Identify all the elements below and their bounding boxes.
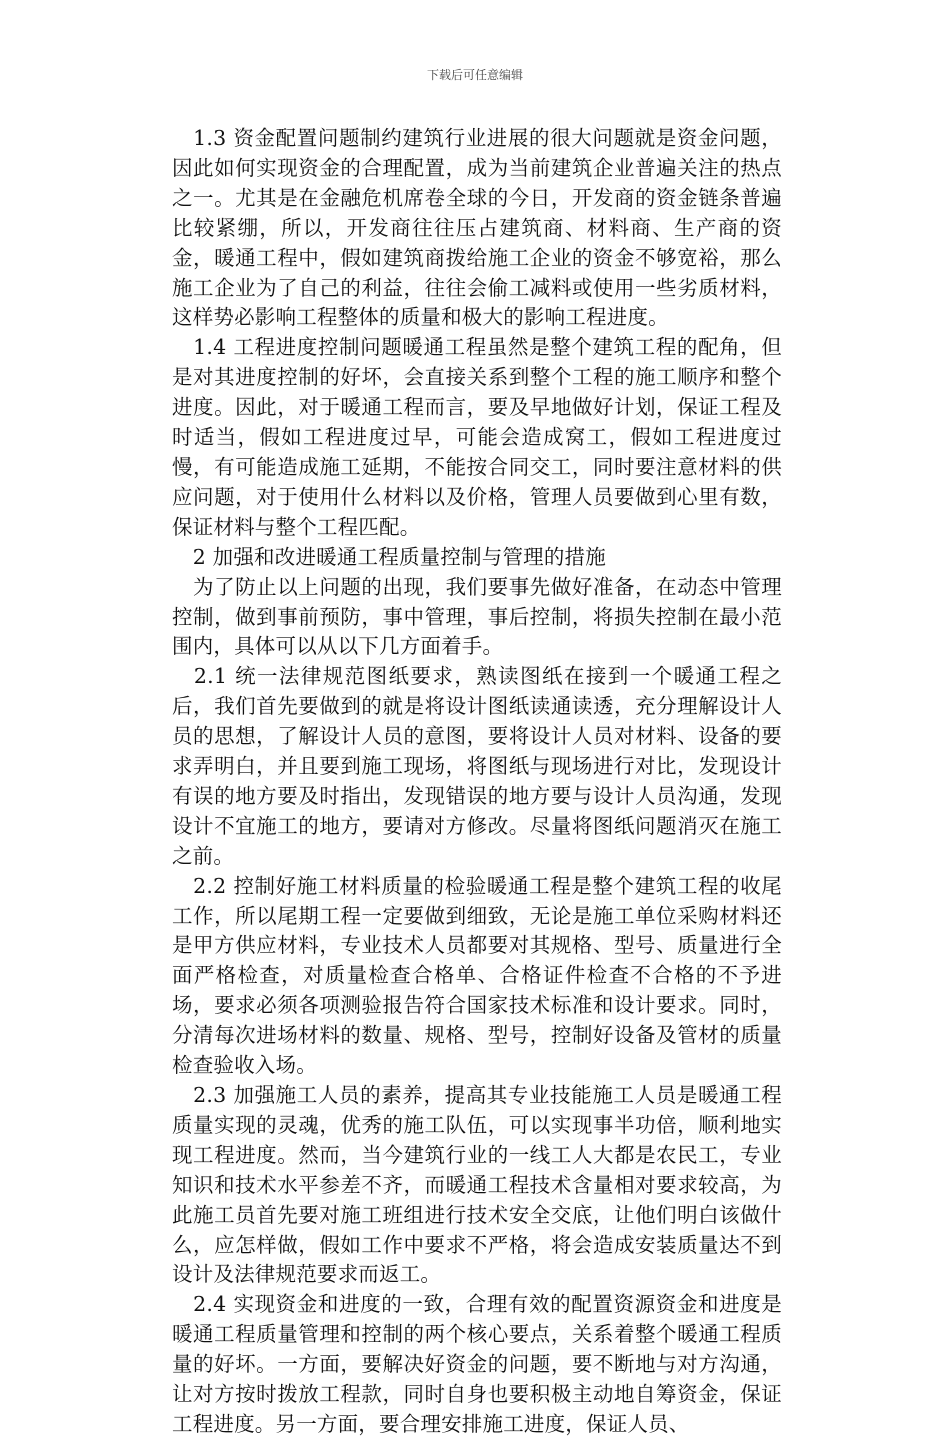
- paragraph-2-1-drawings: 2.1 统一法律规范图纸要求，熟读图纸在接到一个暖通工程之后，我们首先要做到的就是将设计图纸读通读透，充分理解设计人员的思想，了解设计人员的意图，要将设计人员对材料、设备的要求弄明白，并且要到施工现场，将图纸与现场进行对比，发现设计有误的地方要及时指出，发现错误的地方要与设计人员沟通，发现设计不宜施工的地方，要请对方修改。尽量将图纸问题消灭在施工之前。: [172, 664, 782, 868]
- paragraph-2-3-personnel: 2.3 加强施工人员的素养，提高其专业技能施工人员是暖通工程质量实现的灵魂，优秀的施工队伍，可以实现事半功倍，顺利地实现工程进度。然而，当今建筑行业的一线工人大都是农民工，专业知识和技术水平参差不齐，而暖通工程技术含量相对要求较高，为此施工员首先要对施工班组进行技术安全交底，让他们明白该做什么，应怎样做，假如工作中要求不严格，将会造成安装质量达不到设计及法律规范要求而返工。: [172, 1083, 782, 1287]
- paragraph-2-2-materials: 2.2 控制好施工材料质量的检验暖通工程是整个建筑工程的收尾工作，所以尾期工程一定要做到细致，无论是施工单位采购材料还是甲方供应材料，专业技术人员都要对其规格、型号、质量进行全面严格检查，对质量检查合格单、合格证件检查不合格的不予进场，要求必须各项测验报告符合国家技术标准和设计要求。同时，分清每次进场材料的数量、规格、型号，控制好设备及管材的质量检查验收入场。: [172, 873, 782, 1078]
- paragraph-intro-measures: 为了防止以上问题的出现，我们要事先做好准备，在动态中管理控制，做到事前预防，事中管理，事后控制，将损失控制在最小范围内，具体可以从以下几方面着手。: [172, 574, 782, 659]
- paragraph-2-4-funding-progress: 2.4 实现资金和进度的一致，合理有效的配置资源资金和进度是暖通工程质量管理和控制的两个核心要点，关系着整个暖通工程质量的好坏。一方面，要解决好资金的问题，要不断地与对方沟通，让对方按时拨放工程款，同时自身也要积极主动地自筹资金，保证工程进度。另一方面，要合理安排施工进度，保证人员、: [172, 1292, 782, 1436]
- paragraph-1-4-schedule: 1.4 工程进度控制问题暖通工程虽然是整个建筑工程的配角，但是对其进度控制的好坏，会直接关系到整个工程的施工顺序和整个进度。因此，对于暖通工程而言，要及早地做好计划，保证工程及时适当，假如工程进度过早，可能会造成窝工，假如工程进度过慢，有可能造成施工延期，不能按合同交工，同时要注意材料的供应问题，对于使用什么材料以及价格，管理人员要做到心里有数，保证材料与整个工程匹配。: [172, 335, 782, 539]
- document-body: [172, 124, 782, 1440]
- paragraph-1-3-funding: 1.3 资金配置问题制约建筑行业进展的很大问题就是资金问题，因此如何实现资金的合理配置，成为当前建筑企业普遍关注的热点之一。尤其是在金融危机席卷全球的今日，开发商的资金链条普遍比较紧绷，所以，开发商往往压占建筑商、材料商、生产商的资金，暖通工程中，假如建筑商拨给施工企业的资金不够宽裕，那么施工企业为了自己的利益，往往会偷工减料或使用一些劣质材料，这样势必影响工程整体的质量和极大的影响工程进度。: [172, 126, 782, 330]
- page-header-note: 下载后可任意编辑: [426, 68, 523, 82]
- section-heading-2: 2 加强和改进暖通工程质量控制与管理的措施: [172, 544, 606, 569]
